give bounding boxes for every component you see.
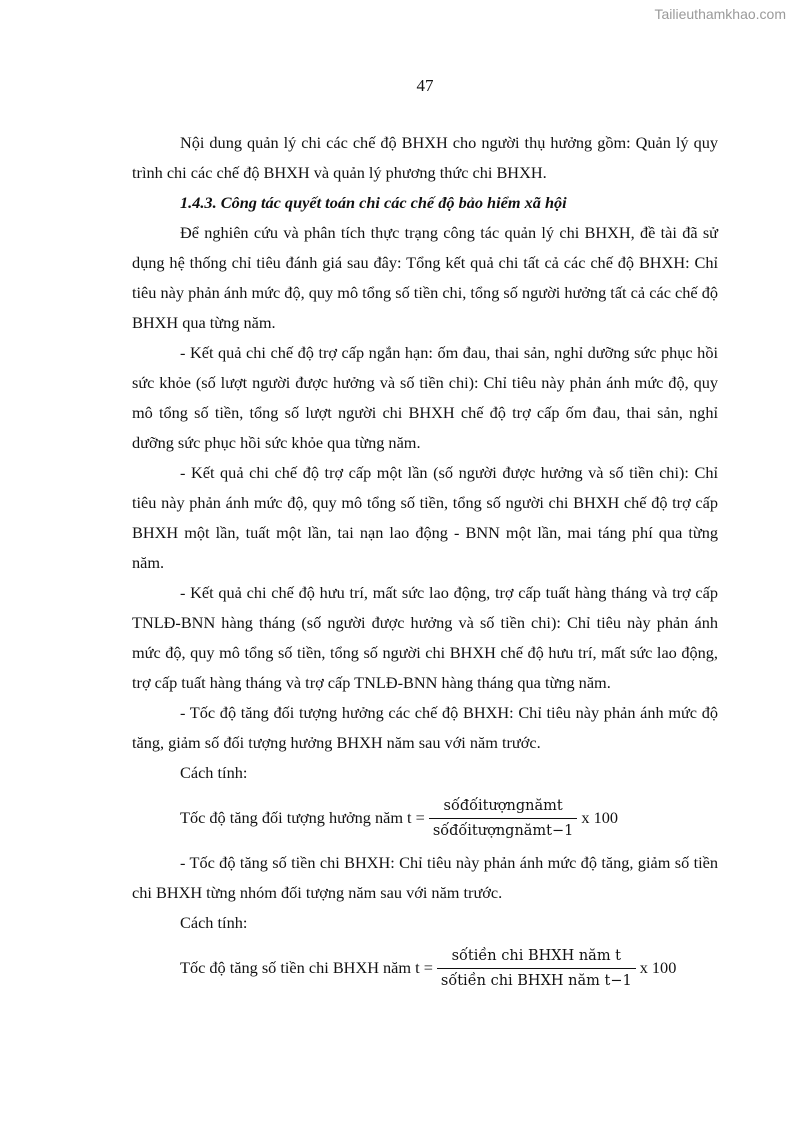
formula2-numerator: sốtiền chi BHXH năm t — [451, 947, 622, 964]
calc-label-2: Cách tính: — [180, 913, 248, 932]
paragraph-short-term: - Kết quả chi chế độ trợ cấp ngắn hạn: ốm đau, thai sản, nghỉ dưỡng sức phục hồi sức khỏe (số lượt người được hưởng và số tiền chi): Chỉ tiêu này phản ánh mức độ, quy mô tổng số tiền, tổng số lượt người chi BHXH chế độ trợ cấp ốm đau, thai sản, nghỉ dưỡng sức phục hồi sức khỏe qua từng năm. — [132, 343, 718, 452]
formula2-label: Tốc độ tăng số tiền chi BHXH năm t = — [180, 958, 433, 977]
formula-beneficiaries — [132, 788, 718, 848]
page-number: 47 — [416, 76, 434, 95]
calc-label-1: Cách tính: — [180, 763, 248, 782]
paragraph-intro: Nội dung quản lý chi các chế độ BHXH cho người thụ hưởng gồm: Quản lý quy trình chi các chế độ BHXH và quản lý phương thức chi BHXH. — [132, 133, 718, 182]
paragraph-growth-spending: - Tốc độ tăng số tiền chi BHXH: Chỉ tiêu này phản ánh mức độ tăng, giảm số tiền chi BHXH từng nhóm đối tượng năm sau với năm trước. — [132, 853, 718, 902]
section-heading: 1.4.3. Công tác quyết toán chi các chế độ bảo hiểm xã hội — [180, 193, 567, 212]
document-body — [132, 128, 718, 998]
formula1-label: Tốc độ tăng đối tượng hưởng năm t = — [180, 808, 425, 827]
formula2-fraction — [437, 946, 636, 991]
formula1-numerator: sốđốitượngnămt — [443, 797, 563, 814]
paragraph-growth-beneficiaries: - Tốc độ tăng đối tượng hưởng các chế độ BHXH: Chỉ tiêu này phản ánh mức độ tăng, giảm số đối tượng hưởng BHXH năm sau với năm trước. — [132, 703, 718, 752]
formula1-suffix: x 100 — [581, 808, 619, 827]
formula2-suffix: x 100 — [639, 958, 677, 977]
paragraph-pension: - Kết quả chi chế độ hưu trí, mất sức lao động, trợ cấp tuất hàng tháng và trợ cấp TNLĐ-BNN hàng tháng (số người được hưởng và số tiền chi): Chỉ tiêu này phản ánh mức độ, quy mô tổng số tiền, tổng số người chi BHXH chế độ hưu trí, mất sức lao động, trợ cấp tuất hàng tháng và trợ cấp TNLĐ-BNN hàng tháng qua từng năm. — [132, 583, 718, 692]
formula1-denominator: sốđốitượngnămt−1 — [429, 818, 578, 841]
watermark: Tailieuthamkhao.com — [654, 6, 786, 22]
formula1-fraction — [429, 796, 578, 841]
formula-spending — [132, 938, 718, 998]
formula2-denominator: sốtiền chi BHXH năm t−1 — [437, 968, 636, 991]
paragraph-lump-sum: - Kết quả chi chế độ trợ cấp một lần (số người được hưởng và số tiền chi): Chỉ tiêu này phản ánh mức độ, quy mô tổng số tiền, tổng số người chi BHXH chế độ trợ cấp BHXH một lần, tuất một lần, tai nạn lao động - BNN một lần, mai táng phí qua từng năm. — [132, 463, 718, 572]
paragraph-indicators: Để nghiên cứu và phân tích thực trạng công tác quản lý chi BHXH, đề tài đã sử dụng hệ thống chỉ tiêu đánh giá sau đây: Tổng kết quả chi tất cả các chế độ BHXH: Chỉ tiêu này phản ánh mức độ, quy mô tổng số tiền chi, tổng số người hưởng tất cả các chế độ BHXH qua từng năm. — [132, 223, 718, 332]
